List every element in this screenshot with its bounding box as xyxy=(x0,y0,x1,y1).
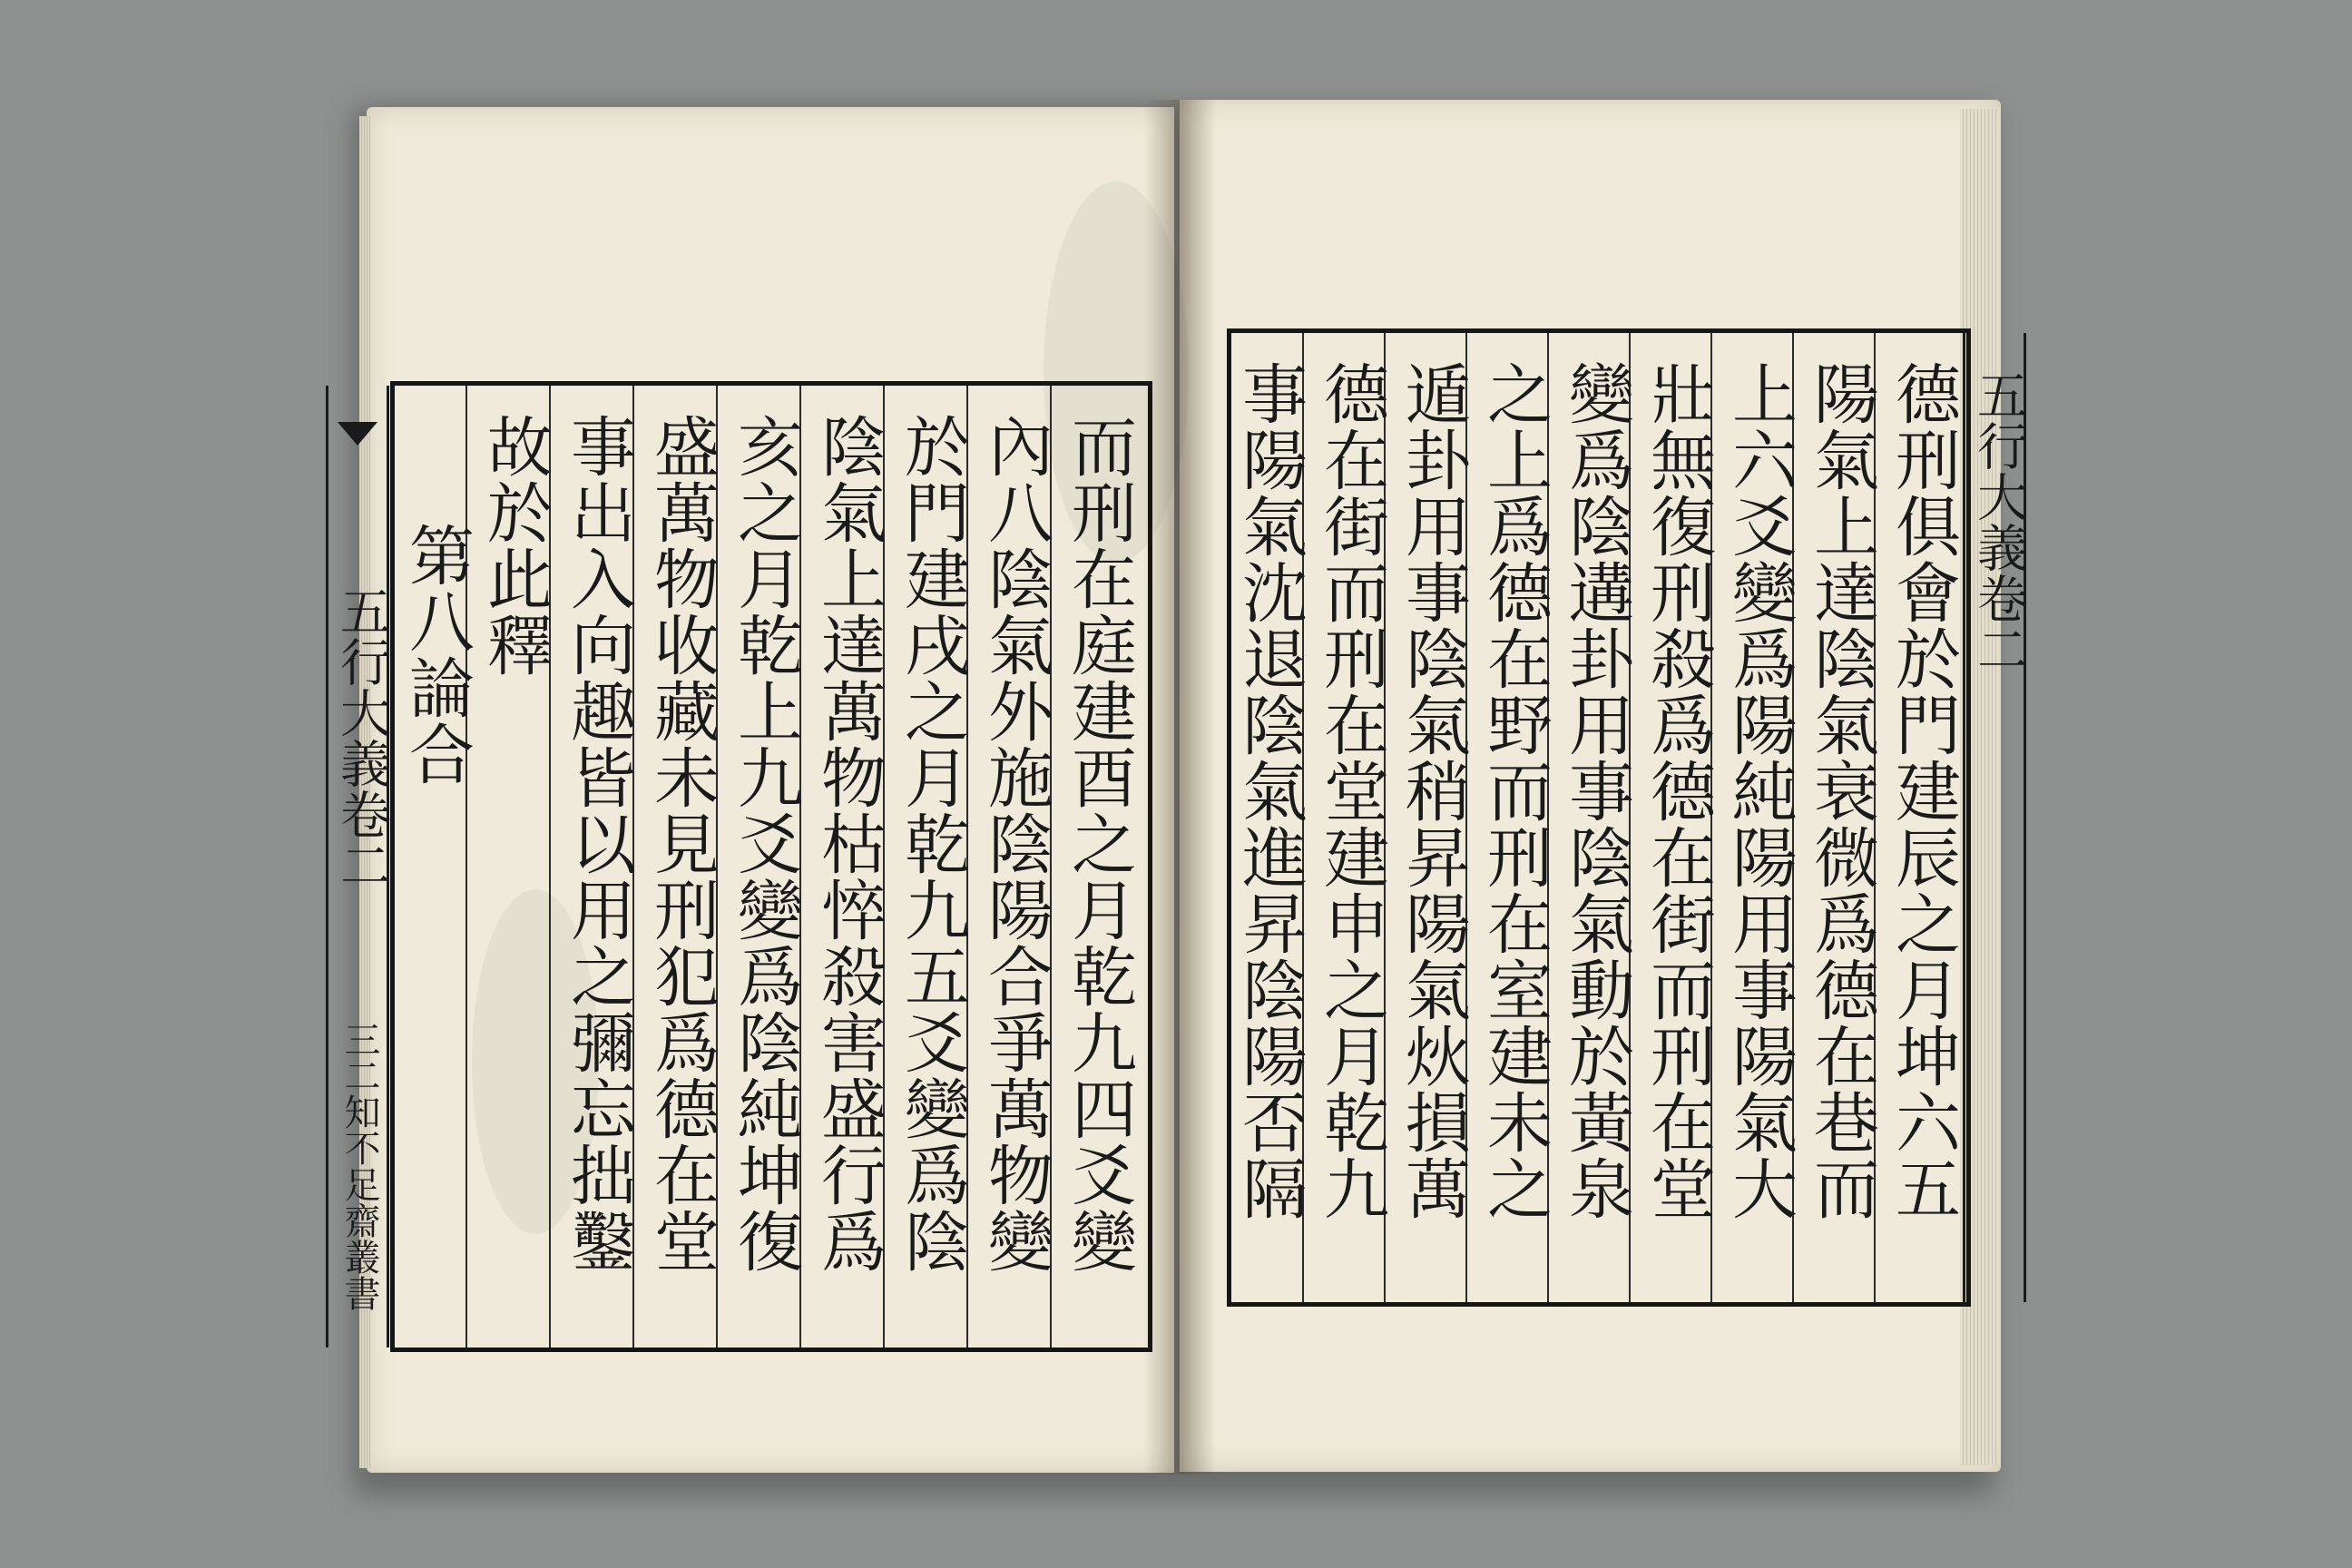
text-column: 壯無復刑殺爲德在街而刑在堂 xyxy=(1640,360,1716,1221)
text-column: 內八陰氣外施陰陽合爭萬物變 xyxy=(977,413,1054,1274)
center-footer: 三二知不足齋叢書 xyxy=(338,1021,380,1311)
text-column: 盛萬物收藏未見刑犯爲德在堂 xyxy=(643,413,720,1274)
text-column: 德刑俱會於門建辰之月坤六五 xyxy=(1885,360,1961,1221)
text-column: 而刑在庭建酉之月乾九四爻變 xyxy=(1061,413,1137,1274)
right-text-frame xyxy=(1227,328,2028,1307)
center-column xyxy=(1963,333,2026,1302)
text-column: 亥之月乾上九爻變爲陰純坤復 xyxy=(727,413,803,1274)
text-column: 事出入向趣皆以用之彌忘拙鑿 xyxy=(560,413,636,1274)
left-text-frame xyxy=(332,381,1152,1352)
text-column: 故於此釋 xyxy=(476,413,553,678)
chapter-heading: 第八論合 xyxy=(398,522,475,787)
text-column: 變爲陰遘卦用事陰氣動於黃泉 xyxy=(1558,360,1634,1221)
fishtail-mark xyxy=(338,422,377,446)
text-column: 遁卦用事陰氣稍昇陽氣炏損萬 xyxy=(1395,360,1471,1221)
text-column: 陽氣上達陰氣衰微爲德在巷而 xyxy=(1803,360,1879,1221)
center-title: 五行大義卷二 xyxy=(332,585,391,890)
text-column: 德在街而刑在堂建申之月乾九 xyxy=(1313,360,1389,1221)
center-title: 五行大義卷二 xyxy=(1969,369,2028,674)
text-column: 上六爻變爲陽純陽用事陽氣大 xyxy=(1721,360,1798,1221)
text-column: 於門建戌之月乾九五爻變爲陰 xyxy=(894,413,970,1274)
text-column: 陰氣上達萬物枯悴殺害盛行爲 xyxy=(810,413,887,1274)
center-column xyxy=(326,386,389,1348)
text-column: 之上爲德在野而刑在室建未之 xyxy=(1476,360,1553,1221)
text-column: 事陽氣沈退陰氣進昇陰陽否隔 xyxy=(1231,360,1308,1221)
